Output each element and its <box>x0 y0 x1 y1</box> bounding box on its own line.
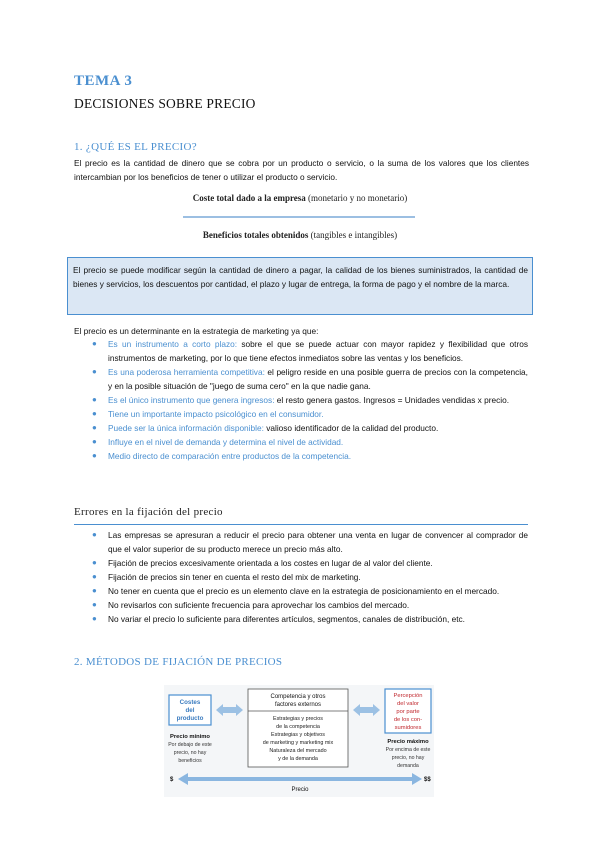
bullet-lead: Es un instrumento a corto plazo: <box>108 339 238 349</box>
bullet-icon: ● <box>92 409 97 418</box>
competencia-body-2: de la competencia <box>276 724 320 730</box>
precio-minimo-sub-1: Por debajo de este <box>168 742 212 748</box>
bullet-icon: ● <box>92 600 97 609</box>
competencia-title-2: factores externos <box>274 702 322 708</box>
bullet-text: el peligro reside en una posible guerra de precios con la competencia, y en la posible situación de "juego de suma cero" en la que nadie gana. <box>108 367 528 391</box>
costes-line-1: Costes <box>179 699 201 706</box>
precio-maximo-sub-2: precio, no hay <box>391 755 425 761</box>
list-item <box>92 612 528 626</box>
bullet-text: Fijación de precios excesivamente orientada a los costes en lugar de al valor del cliente. <box>108 558 433 568</box>
costes-line-3: producto <box>176 715 204 722</box>
precio-minimo-sub-2: precio, no hay <box>173 750 207 756</box>
bullet-icon: ● <box>92 572 97 581</box>
precio-maximo-title: Precio máximo <box>387 739 429 745</box>
formula-denominator-rest: (tangibles e intangibles) <box>308 230 398 240</box>
errores-list <box>92 528 528 626</box>
percepcion-line-4: de los con- <box>393 717 423 723</box>
percepcion-line-2: del valor <box>397 701 419 707</box>
bullet-text: sobre el que se puede actuar con mayor rapidez y flexibilidad que otros instrumentos de marketing, por lo que tiene efectos inmediatos sobre las ventas y los beneficios. <box>108 339 528 363</box>
percepcion-line-3: por parte <box>396 709 420 715</box>
formula-numerator-rest: (monetario y no monetario) <box>305 193 408 203</box>
precio-minimo-title: Precio mínimo <box>170 734 210 740</box>
section-1-intro: El precio es la cantidad de dinero que se cobra por un producto o servicio, o la suma de los valores que los clientes intercambian por los beneficios de tener o utilizar el producto o servicio. <box>74 158 529 182</box>
competencia-body-1: Estrategias y precios <box>272 716 324 722</box>
list-item <box>92 570 528 584</box>
formula-numerator <box>0 193 600 203</box>
percepcion-line-1: Percepción <box>393 693 423 699</box>
chapter-subtitle: DECISIONES SOBRE PRECIO <box>74 96 256 111</box>
precio-maximo-sub-3: demanda <box>397 763 419 769</box>
bullet-text: Fijación de precios sin tener en cuenta el resto del mix de marketing. <box>108 572 361 582</box>
list-item <box>92 449 528 463</box>
formula-numerator-bold: Coste total dado a la empresa <box>192 193 306 203</box>
bullet-icon: ● <box>92 530 97 539</box>
axis-high-label: $$ <box>424 777 431 783</box>
bullet-lead: Puede ser la única información disponible: <box>108 423 264 433</box>
section-2-heading: 2. MÉTODOS DE FIJACIÓN DE PRECIOS <box>74 656 283 668</box>
pricing-diagram <box>164 685 434 797</box>
errores-divider <box>74 524 528 525</box>
bullet-text: No revisarlos con suficiente frecuencia para aprovechar los cambios del mercado. <box>108 600 410 610</box>
list-item <box>92 528 528 556</box>
competencia-body-5: Naturaleza del mercado <box>269 748 327 754</box>
axis-price-label: Precio <box>291 787 309 793</box>
bullet-text: Las empresas se apresuran a reducir el precio para obtener una venta en lugar de convencer al comprador de que el valor superior de su producto merece un precio más alto. <box>108 530 528 554</box>
determinante-intro: El precio es un determinante en la estrategia de marketing ya que: <box>74 326 319 336</box>
bullet-text: valioso identificador de la calidad del producto. <box>263 423 439 433</box>
list-item <box>92 407 528 421</box>
bullet-icon: ● <box>92 614 97 623</box>
bullet-text: No tener en cuenta que el precio es un elemento clave en la estrategia de posicionamiento en el mercado. <box>108 586 500 596</box>
list-item <box>92 598 528 612</box>
formula-denominator <box>0 230 600 240</box>
list-item <box>92 556 528 570</box>
bullet-lead: Medio directo de comparación entre productos de la competencia. <box>108 451 352 461</box>
competencia-title-1: Competencia y otros <box>270 694 326 700</box>
chapter-title: TEMA 3 <box>74 73 133 89</box>
bullet-icon: ● <box>92 395 97 404</box>
highlight-box: El precio se puede modificar según la cantidad de dinero a pagar, la calidad de los bienes suministrados, la cantidad de bienes y servicios, los descuentos por cantidad, el plazo y lugar de entrega, la forma de pago y el nombre de la marca. <box>67 257 533 315</box>
fraction-line <box>183 216 415 218</box>
list-item <box>92 584 528 598</box>
section-1-heading: 1. ¿QUÉ ES EL PRECIO? <box>74 141 197 153</box>
list-item <box>92 435 528 449</box>
errores-heading: Errores en la fijación del precio <box>74 506 223 518</box>
bullet-text: el resto genera gastos. Ingresos = Unidades vendidas x precio. <box>274 395 510 405</box>
competencia-body-3: Estrategias y objetivos <box>271 732 325 738</box>
percepcion-line-5: sumidores <box>394 725 422 731</box>
bullet-text: No variar el precio lo suficiente para diferentes artículos, segmentos, canales de distribución, etc. <box>108 614 465 624</box>
bullet-icon: ● <box>92 558 97 567</box>
precio-maximo-sub-1: Por encima de este <box>385 747 431 753</box>
list-item <box>92 337 528 365</box>
bullet-lead: Tiene un importante impacto psicológico en el consumidor. <box>108 409 324 419</box>
competencia-body-4: de marketing y marketing mix <box>262 740 334 746</box>
determinante-list <box>92 337 528 463</box>
bullet-icon: ● <box>92 339 97 348</box>
list-item <box>92 393 528 407</box>
bullet-icon: ● <box>92 437 97 446</box>
list-item <box>92 365 528 393</box>
bullet-icon: ● <box>92 586 97 595</box>
precio-minimo-sub-3: beneficios <box>178 758 202 764</box>
axis-low-label: $ <box>170 777 174 783</box>
bullet-icon: ● <box>92 367 97 376</box>
list-item <box>92 421 528 435</box>
formula-denominator-bold: Beneficios totales obtenidos <box>202 230 309 240</box>
bullet-icon: ● <box>92 451 97 460</box>
bullet-lead: Es una poderosa herramienta competitiva: <box>108 367 265 377</box>
bullet-icon: ● <box>92 423 97 432</box>
costes-line-2: del <box>185 707 195 714</box>
competencia-body-6: y de la demanda <box>278 756 318 762</box>
bullet-lead: Influye en el nivel de demanda y determina el nivel de actividad. <box>108 437 344 447</box>
bullet-lead: Es el único instrumento que genera ingresos: <box>108 395 275 405</box>
